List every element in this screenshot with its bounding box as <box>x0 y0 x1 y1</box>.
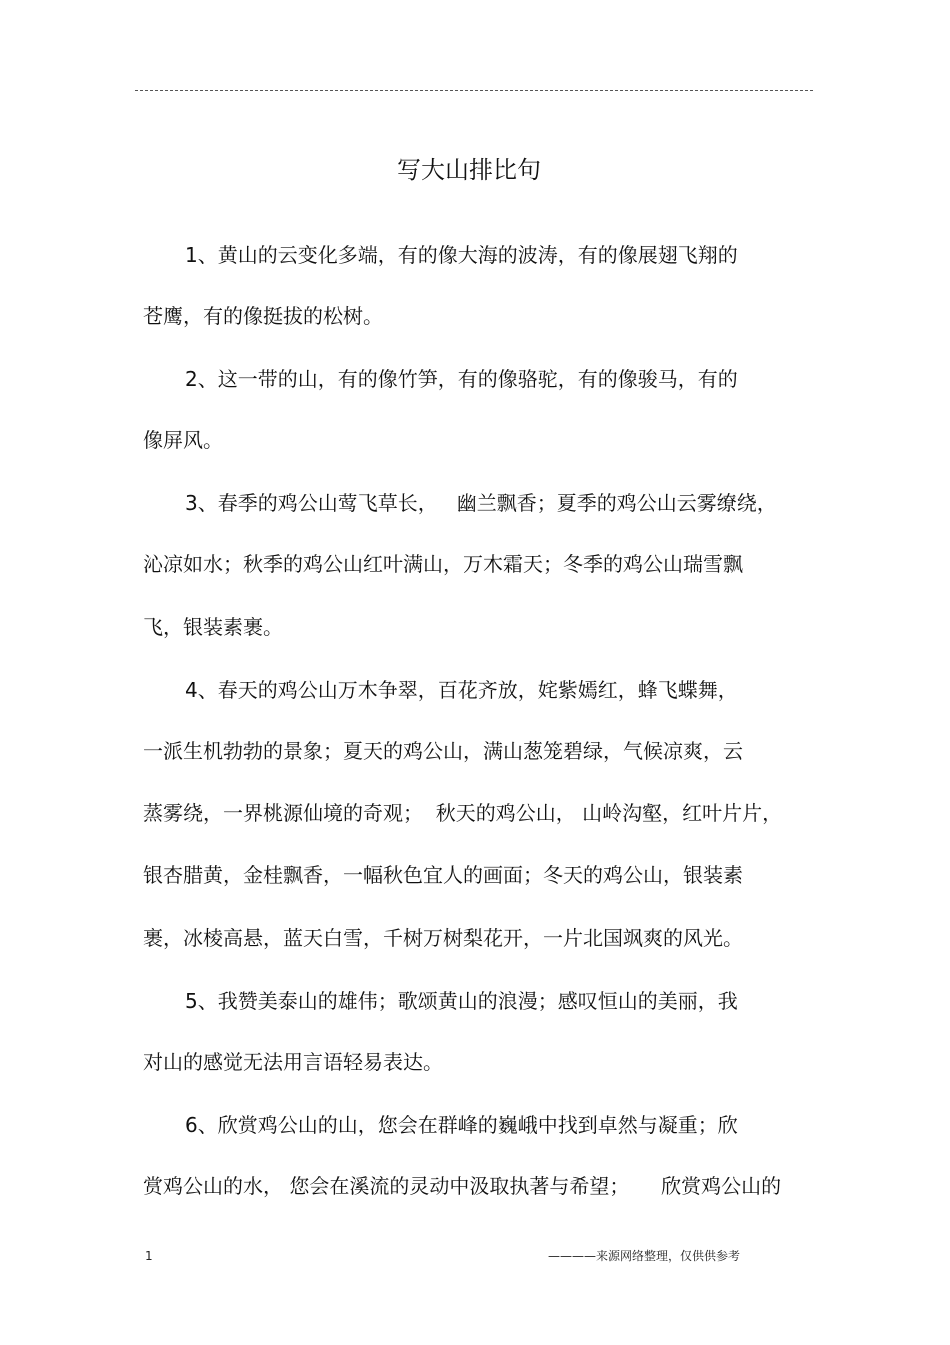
paragraph-2-line-1: 2、这一带的山，有的像竹笋，有的像骆驼，有的像骏马，有的 <box>185 367 738 391</box>
paragraph-4-line-4: 银杏腊黄，金桂飘香，一幅秋色宜人的画面；冬天的鸡公山，银装素 <box>143 863 743 887</box>
paragraph-4-line-1: 4、春天的鸡公山万木争翠，百花齐放，姹紫嫣红，蜂飞蝶舞， <box>185 678 738 702</box>
paragraph-3-line-3: 飞，银装素裹。 <box>143 615 283 639</box>
footer-note: ————来源网络整理，仅供供参考 <box>548 1249 741 1263</box>
paragraph-4-line-5: 裹，冰棱高悬，蓝天白雪，千树万树梨花开，一片北国飒爽的风光。 <box>143 926 743 950</box>
paragraph-6-line-1: 6、欣赏鸡公山的山，您会在群峰的巍峨中找到卓然与凝重；欣 <box>185 1113 738 1137</box>
paragraph-5-line-2: 对山的感觉无法用言语轻易表达。 <box>143 1050 443 1074</box>
paragraph-4-line-2: 一派生机勃勃的景象；夏天的鸡公山，满山葱笼碧绿，气候凉爽，云 <box>143 739 743 763</box>
paragraph-6-line-2: 赏鸡公山的水， 您会在溪流的灵动中汲取执著与希望； 欣赏鸡公山的 <box>143 1174 782 1198</box>
header-rule <box>135 90 813 91</box>
paragraph-1-line-2: 苍鹰，有的像挺拔的松树。 <box>143 304 383 328</box>
page-number: 1 <box>145 1249 153 1263</box>
paragraph-4-line-3: 蒸雾绕，一界桃源仙境的奇观； 秋天的鸡公山， 山岭沟壑，红叶片片， <box>143 801 783 825</box>
paragraph-3-line-2: 沁凉如水；秋季的鸡公山红叶满山，万木霜天；冬季的鸡公山瑞雪飘 <box>143 552 743 576</box>
paragraph-2-line-2: 像屏风。 <box>143 428 223 452</box>
paragraph-3-line-1: 3、春季的鸡公山莺飞草长， 幽兰飘香；夏季的鸡公山云雾缭绕， <box>185 491 777 515</box>
paragraph-1-line-1: 1、黄山的云变化多端，有的像大海的波涛，有的像展翅飞翔的 <box>185 243 738 267</box>
document-title: 写大山排比句 <box>397 156 541 184</box>
paragraph-5-line-1: 5、我赞美泰山的雄伟；歌颂黄山的浪漫；感叹恒山的美丽，我 <box>185 989 738 1013</box>
